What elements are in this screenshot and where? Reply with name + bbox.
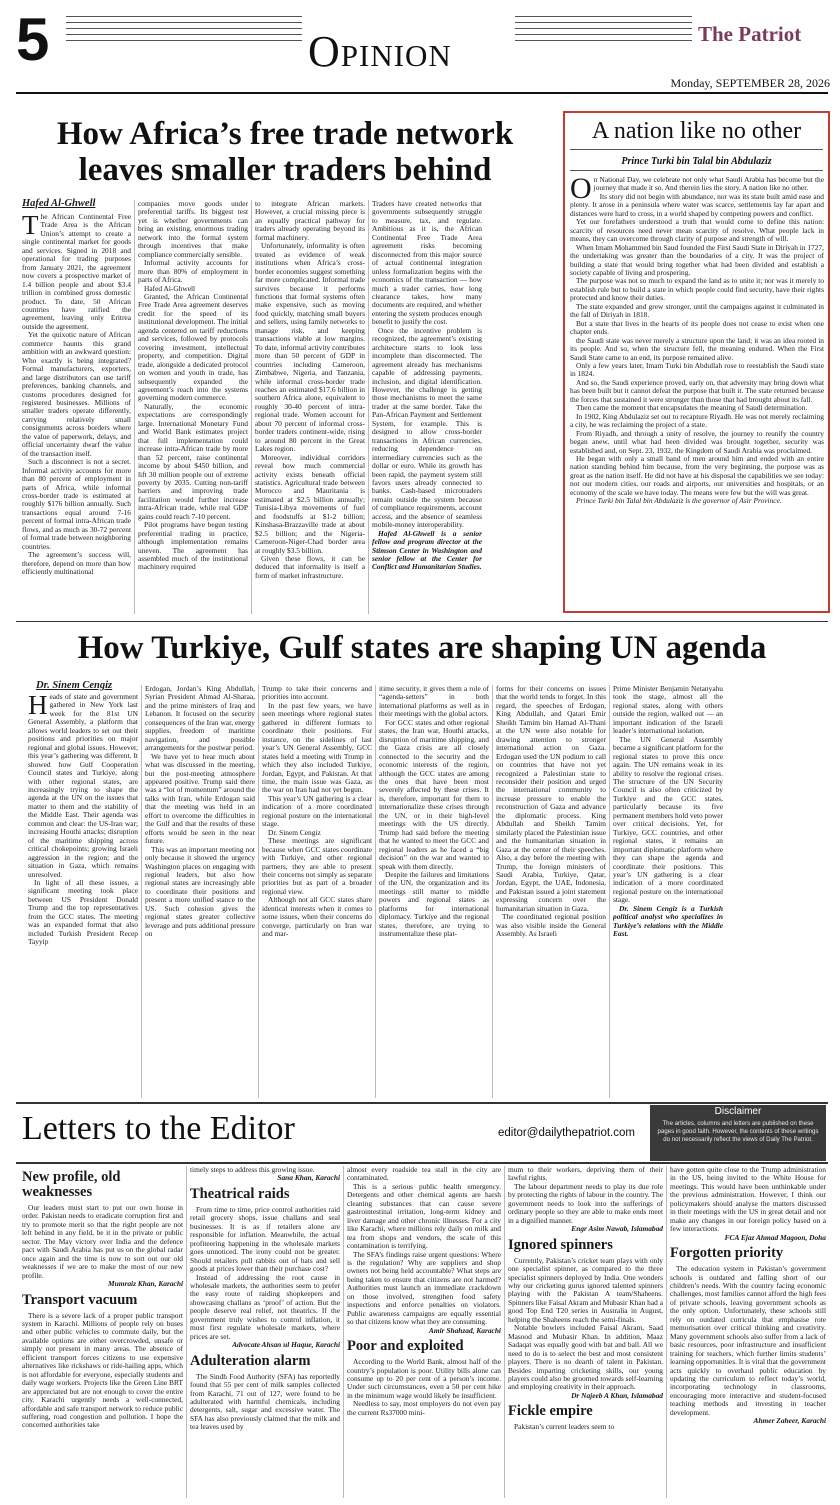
- paragraph: n National Day, we celebrate not only what Saudi Arabia has become but the journey that made it so. And therein lies the story. A nation like no other.: [593, 176, 824, 193]
- paragraph: Pakistan’s current leaders seem to: [514, 1422, 615, 1432]
- pull-quote-attribution: Dr. Sinem Cengiz: [268, 827, 321, 837]
- letter-signature: FCA Ejaz Ahmad Magoon, Doha: [724, 1232, 826, 1242]
- saudi-headline: A nation like no other: [591, 118, 802, 144]
- paragraph: From time to time, price control authorities raid retail grocery shops, issue challans and seal businesses. It is as if retailers alone are responsible for inflation. Meanwhile, the actual profiteering happening in the wholesale markets goes unnoticed. The irony could not be greater. Should retailers pull rabbits out of hats and sell goods at prices lower than their purchase cost?: [190, 1204, 340, 1274]
- paragraph: the Saudi state was never merely a structure upon the land; it was an idea rooted in its people. And so, when the structure fell, the meaning endured. When the First Saudi State came to an end, its purpose remained alive.: [570, 335, 824, 362]
- paragraph: For GCC states and other regional states, the Iran war, Houthi attacks, disruption of maritime shipping, and the Gaza crisis are all closely connected to the security and the economic interests of the region, although the GCC states are among the ones that have been most severely affected by these crises. It is, therefore, important for them to internationalize these crises through the UN, or in their high-level meetings with the US directly. Trump had said before the meeting that he wanted to meet the GCC and regional leaders as he faced a “big decision” on the war and wanted to speak with them directly.: [379, 717, 489, 871]
- paragraph: Instead of addressing the root cause in wholesale markets, the authorities seem to prefer the easy route of raiding shopkeepers and showcasing challans as ‘proof’ of action. But the people deserve real relief, not theatrics. If the government truly wishes to control inflation, it must first regulate wholesale markets, where prices are set.: [190, 1272, 340, 1341]
- masthead-bottom-rule: [16, 92, 828, 94]
- column-rule: [609, 685, 610, 1098]
- paragraph: The agreement’s success will, therefore, depend on more than how efficiently multinational: [22, 550, 131, 577]
- masthead-rule: [66, 28, 302, 29]
- drop-cap: O: [570, 176, 592, 205]
- paragraph: Given these flows, it can be deduced that informality is itself a form of market infrastructure.: [255, 554, 365, 580]
- letters-column-5: [670, 1166, 826, 1498]
- paragraph: almost every roadside tea stall in the city are contaminated.: [347, 1166, 501, 1183]
- issue-date: Monday, SEPTEMBER 28, 2026: [670, 76, 830, 90]
- letter-title: New profile, old weaknesses: [22, 1169, 121, 1200]
- paragraph: The Sindh Food Authority (SFA) has reportedly found that 55 per cent of milk samples collected from Karachi, 71 out of 127, were found to be adulterated with harmful chemicals, including detergents, salt, sugar and excessive water. The SFA has also previously claimed that the milk and tea leaves used by: [190, 1371, 340, 1432]
- letter-signature: Mumraiz Khan, Karachi: [108, 1279, 183, 1289]
- turkiye-headline: How Turkiye, Gulf states are shaping UN agenda: [77, 630, 767, 666]
- column-rule: [666, 1166, 667, 1498]
- paragraph: But a state that lives in the hearts of its people does not cease to exist when one chapter ends.: [570, 318, 824, 337]
- section-title: Opinion: [308, 27, 452, 76]
- africa-column-4: [372, 200, 482, 614]
- paragraph: Moreover, individual corridors reveal how much commercial activity exists beneath official statistics. Agricultural trade between Morocco and Mauritania is estimated at $2.5 billion annually; Tunisia-Libya movements of fuel and foodstuffs at $1-2 billion; Kinshasa-Brazzaville trade at about $2.5 billion; and the Nigeria-Cameroon-Niger-Chad border area at roughly $3.5 billion.: [255, 452, 365, 555]
- saudi-byline: Prince Turki bin Talal bin Abdulaziz: [621, 156, 772, 167]
- paragraph: mum to their workers, depriving them of their lawful rights.: [508, 1166, 663, 1183]
- section-rule: [16, 1162, 828, 1164]
- paragraph: Despite the failures and limitations of the UN, the organization and its meetings still matter to middle powers and regional states as platforms for international diplomacy. Turkiye and the regional states, therefore, are trying to instrumentalize these plat-: [379, 869, 489, 939]
- saudi-body: [570, 176, 824, 611]
- paragraph: These meetings are significant because when GCC states coordinate with Turkiye, and other regional partners, they are able to present their concerns not simply as separate priorities but as part of a broader regional view.: [262, 836, 372, 896]
- turkiye-column-4: [379, 685, 489, 1098]
- letters-title: Letters to the Editor: [22, 1110, 295, 1147]
- letter-signature: Advocate Ahsan ul Haque, Karachi: [232, 1340, 340, 1350]
- masthead-rule: [515, 16, 692, 17]
- turkiye-column-6: [613, 685, 723, 1098]
- paragraph: From Riyadh, and through a unity of resolve, the journey to reunify the country began anew, until what had been divided was brought together, security was established and, on Sept. 23, 1932, the Kingdom of Saudi Arabia was proclaimed.: [570, 428, 824, 455]
- headline-line: How Africa’s free trade network: [56, 116, 514, 152]
- column-rule: [134, 200, 135, 614]
- pull-quote: Informal activity accounts for more than 80% of employment in parts of Africa.: [138, 258, 248, 285]
- paragraph: The SFA’s findings raise urgent questions: Where is the regulation? Why are suppliers and shop owners not being held accountable? What steps are being taken to ensure that citizens are not harmed? Authorities must launch an immediate crackdown on those involved, strengthen food safety inspections and enforce penalties on violators. Public awareness campaigns are equally essential so that citizens know what they are consuming.: [347, 1249, 501, 1327]
- paragraph: Its story did not begin with abundance, nor was its state built amid ease and plenty. It arose in a peninsula where water was scarce, settlements lay far apart and distances were hard to cross, in a world shaped by competing powers and conflict.: [570, 191, 824, 218]
- turkiye-column-3: [262, 685, 372, 1098]
- paragraph: Our leaders must start to put our own house in order. Pakistan needs to eradicate corruption first and try to promote merit so that the right people are not left behind in any field, be it in the private or public sector. The May victory over India and the defence pact with Saudi Arabia has put us on the global radar once again and the time is now to sort out our old weaknesses if we are to make the most of our new profile.: [22, 1203, 183, 1280]
- letter-title: Theatrical raids: [190, 1185, 290, 1202]
- letter-signature: Dr Najeeb A Khan, Islamabad: [571, 1390, 663, 1400]
- paragraph: Yet the quixotic nature of African commerce haunts this grand ambition with an awkward question: Who exactly is being integrated? Formal manufacturers, exporters, and large distributors can use tariff preferences, banking channels, and customs procedures designed for registered businesses. Millions of smaller traders operate differently, carrying relatively small consignments across borders where the value of paperwork, delays, and official uncertainty dwarf the value of the transaction itself.: [22, 330, 131, 458]
- column-rule: [258, 685, 259, 1098]
- paragraph: timely steps to address this growing issue.: [190, 1166, 315, 1174]
- paragraph: itime security, it gives them a role of “agenda-setters” in both international platforms as well as in their meetings with the global actors.: [379, 685, 489, 719]
- headline-line: leaves smaller traders behind: [78, 152, 492, 188]
- paragraph: The state expanded and grew stronger, until the campaigns against it culminated in the fall of Diriyah in 1818.: [570, 301, 824, 320]
- paragraph: He began with only a small band of men around him and ended with an entire nation standing behind him because, from the very beginning, the purpose was as great as the nation itself. He did not have at his disposal the capabilities we see today: not our modern cities, our roads and airports, our universities and hospitals, or an economy of the scale we have today. The means were few but the will was great.: [570, 453, 824, 497]
- section-rule: [16, 621, 828, 622]
- paragraph: The UN General Assembly became a significant platform for the regional states to prove this once again. The UN remains weak in its ability to resolve the regional crises. The structure of the UN Security Council is also often criticized by Turkiye and the GCC states, particularly because its five permanent members hold veto power over critical decisions. Yet, for Turkiye, GCC countries, and other regional states, it remains an important diplomatic platform where they can shape the agenda and coordinate their positions. This year’s UN gathering is a clear indication of a more coordinated regional posture on the international stage.: [613, 734, 723, 905]
- column-rule: [492, 685, 493, 1098]
- paragraph: The education system in Pakistan’s government schools is outdated and falling short of our children’s needs. With the country facing economic challenges, most families cannot afford the high fees of private schools, leaving government schools as the only option. Unfortunately, these schools still rely on outdated curricula that emphasise rote memorisation over critical thinking and creativity. Many government schools also suffer from a lack of basic resources, poor infrastructure and insufficient training for teachers, which further limits students’ learning opportunities. It is vital that the government acts quickly to overhaul public education by updating the curriculum to reflect today’s world, incorporating technology in classrooms, encouraging more interactive and student-focused teaching methods and investing in teacher development.: [670, 1264, 826, 1417]
- turkiye-column-5: [496, 685, 606, 1098]
- letter-title: Transport vacuum: [22, 1291, 138, 1308]
- column-rule: [186, 1166, 187, 1498]
- paragraph: There is a severe lack of a proper public transport system in Karachi. Millions of people rely on buses and other public vehicles to commute daily, but the available options are either overcrowded, unsafe or simply not present in many areas. The absence of efficient transport forces citizens to use expensive alternatives like rickshaws or ride-hailing apps, which is not affordable for everyone, especially students and daily wage workers. Projects like the Green Line BRT are appreciated but are not enough to cover the entire city. Karachi urgently needs a well-connected, affordable and safe transport network to reduce public suffering, road congestion and pollution. I hope the concerned authorities take: [22, 1310, 183, 1430]
- masthead-rule: [515, 22, 692, 23]
- disclaimer-text: The articles, columns and letters are published on these pages in good faith. However, the contents of these writings do not necessarily reflect the views of Daily The Patriot.: [657, 1120, 819, 1144]
- paragraph: to integrate African markets. However, a crucial missing piece is an equally practical pathway for traders already operating beyond its formal machinery.: [255, 200, 365, 242]
- letters-email[interactable]: editor@dailythepatriot.com: [498, 1127, 635, 1139]
- column-rule: [368, 200, 369, 614]
- paragraph: Trump to take their concerns and priorities into account.: [262, 685, 372, 702]
- page-number: 5: [16, 6, 50, 73]
- saudi-rule: [570, 170, 823, 171]
- paragraph: Naturally, the economic expectations are correspondingly large. International Monetary Fund and World Bank estimates project that full implementation could increase intra-African trade by more than 52 percent, raise continental income by about $450 billion, and lift 30 million people out of extreme poverty by 2035. Cutting non-tariff barriers and improving trade facilitation would further increase intra-African trade, while real GDP gains could reach 7-10 percent.: [138, 401, 248, 521]
- paragraph: Traders have created networks that governments subsequently struggle to measure, tax, and regulate. Ambitious as it is, the African Continental Free Trade Area agreement risks becoming disconnected from this major source of actual continental integration unless formalization begins with the economics of the transaction — how much a trader carries, how long clearance takes, how many documents are required, and whether entering the system produces enough benefit to justify the cost.: [372, 200, 482, 327]
- pull-quote: This year’s UN gathering is a clear indication of a more coordinated regional posture on the international stage.: [262, 793, 372, 829]
- turkiye-column-2: [145, 685, 255, 1098]
- paper-name: The Patriot: [698, 22, 802, 46]
- letter-signature: Amir Shahzad, Karachi: [428, 1325, 501, 1335]
- drop-cap: T: [22, 213, 39, 240]
- paragraph: According to the World Bank, almost half of the country’s population is poor. Utility bills alone can consume up to 20 per cent of a person’s income. Under such circumstances, even a 50 per cent hike in the minimum wage would likely be insufficient.: [347, 1357, 501, 1400]
- paragraph: companies move goods under preferential tariffs. Its biggest test yet is whether governments can bring an existing, enormous trading network into the formal system through incentives that make compliance commercially sensible.: [138, 200, 248, 259]
- letter-title: Poor and exploited: [347, 1338, 464, 1355]
- paragraph: Only a few years later, Imam Turki bin Abdullah rose to reestablish the Saudi state in 1824.: [570, 360, 824, 379]
- paragraph: Granted, the African Continental Free Trade Area agreement deserves credit for the speed of its institutional development. The initial agenda centered on tariff reductions and services, followed by protocols covering investment, intellectual property, and competition. Digital trade, alongside a dedicated protocol on women and youth in trade, has subsequently expanded the agreement’s reach into the systems governing modern commerce.: [138, 291, 248, 403]
- masthead-rule: [66, 34, 302, 35]
- column-rule: [375, 685, 376, 1098]
- africa-column-3: [255, 200, 365, 614]
- author-bio: Dr. Sinem Cengiz is a Turkish political analyst who specializes in Turkiye’s relations with the Middle East.: [613, 903, 723, 939]
- paragraph: In the past few years, we have seen meetings where regional states gathered in different formats to coordinate their positions. For instance, on the sidelines of last year’s UN General Assembly, GCC states held a meeting with Trump in which they also included Turkiye, Jordan, Egypt, and Pakistan. At that time, the main issue was Gaza, as the war on Iran had not yet begun.: [262, 700, 372, 795]
- paragraph: Pilot programs have begun testing preferential trading in practice, although implementation remains uneven. The agreement has assembled much of the institutional machinery required: [138, 520, 248, 572]
- paragraph: The purpose was not so much to expand the land as to unite it; nor was it merely to establish rule but to build a state in which people could find security, have their rights protected and know their duties.: [570, 276, 824, 303]
- paragraph: In light of all these issues, a significant meeting took place between US President Donald Trump and the top representatives from the GCC states. The meeting was an expanded format that also included Turkish President Recep Tayyip: [28, 877, 138, 947]
- paragraph: This is a serious public health emergency. Detergents and other chemical agents are harsh cleaning substances that can cause severe gastrointestinal irritation, long-term kidney and liver damage and other chronic illnesses. For a city like Karachi, where millions rely daily on milk and tea from shops and vendors, the scale of this contamination is terrifying.: [347, 1181, 501, 1251]
- africa-byline: Hafed Al-Ghwell: [22, 198, 96, 209]
- masthead-rule: [66, 16, 302, 17]
- paragraph: The labour department needs to play its due role by protecting the rights of labour in the country. The government needs to look into the sufferings of ordinary people so they are able to make ends meet in a dignified manner.: [508, 1181, 663, 1225]
- masthead-rule: [515, 28, 692, 29]
- pull-quote-attribution: Hafed Al-Ghwell: [144, 283, 196, 293]
- masthead-rule: [66, 22, 302, 23]
- paragraph: Then came the moment that encapsulates the meaning of Saudi determination.: [576, 403, 808, 413]
- paragraph: Notable bowlers included Faisal Akram, Saad Masood and Mubasir Khan. In addition, Maaz Sadaqat was equally good with bat and ball. All we need to do is to select the best and most consistent players. There is no dearth of talent in Pakistan. Besides imparting cricketing skills, our young players could also be groomed towards self-learning and employing creativity in their approach.: [508, 1323, 663, 1392]
- paragraph: Erdogan, Jordan’s King Abdullah, Syrian President Ahmad Al-Sharaa, and the prime ministers of Iraq and Lebanon. It focused on the security consequences of the Iran war, energy supplies, freedom of maritime navigation, and possible arrangements for the postwar period.: [145, 685, 255, 753]
- paragraph: forms for their concerns on issues that the world tends to forget. In this regard, the speeches of Erdogan, King Abdullah, and Qatari Emir Sheikh Tamim bin Hamad Al-Thani at the UN were also notable for drawing attention to stronger international action on Gaza. Erdogan used the UN podium to call on countries that have not yet recognized a Palestinian state to reconsider their position and urged the international community to increase pressure to enable the reconstruction of Gaza and advance the diplomatic process. King Abdullah and Sheikh Tamim similarly placed the Palestinian issue and the humanitarian situation in Gaza at the center of their speeches. Also, a day before the meeting with Trump, the foreign ministers of Saudi Arabia, Turkiye, Qatar, Jordan, Egypt, the UAE, Indonesia, and Pakistan issued a joint statement expressing concern over the humanitarian situation in Gaza.: [496, 685, 606, 913]
- africa-headline: [20, 116, 550, 188]
- letters-column-1: [22, 1166, 183, 1498]
- drop-cap: H: [28, 693, 48, 720]
- column-rule: [251, 200, 252, 614]
- letter-signature: Sana Khan, Karachi: [277, 1173, 340, 1183]
- paragraph: Once the incentive problem is recognized, the agreement’s existing architecture starts to look less incomplete than disconnected. The agreement already has mechanisms capable of addressing payments, inclusion, and digital identification. However, the challenge is getting those mechanisms to meet the same trader at the same border. Take the Pan-African Payment and Settlement System, for example. This is designed to allow cross-border transactions in African currencies, reducing dependence on intermediary currencies such as the dollar or euro. While its growth has been rapid, the payment system still favors users already connected to banks. Cash-based microtraders remain outside the system because of compliance requirements, account access, and the absence of seamless mobile-money interoperability.: [372, 325, 482, 530]
- paragraph: When Imam Mohammed bin Saud founded the First Saudi State in Diriyah in 1727, the undertaking was greater than the boundaries of a city. It was the project of building a state that would bring together what had been divided and establish a society capable of living and prospering.: [570, 242, 824, 277]
- africa-column-1: [22, 213, 131, 613]
- paragraph: Such a disconnect is not a secret. Informal activity accounts for more than 80 percent of employment in parts of Africa, while informal cross-border trade is estimated at roughly $176 billion annually. Such transactions equal around 7-16 percent of formal intra-African trade flows, and as much as 30-72 percent of formal trade between neighboring countries.: [22, 457, 131, 551]
- author-bio: Prince Turki bin Talal bin Abdulaziz is the governor of Asir Province.: [576, 496, 782, 506]
- paragraph: eads of state and government gathered in New York last week for the 81st UN General Assembly, a platform that allows world leaders to set out their positions and priorities on major regional and global issues. However, this year’s gathering was different. It showed how Gulf Cooperation Council states and Turkiye, along with other regional states, are increasingly trying to shape the agenda at the UN on the issues that matter to them and the stability of the Middle East. Their agenda was common and clear: the US-Iran war; increasing Houthi attacks; disruption of the maritime shipping across critical chokepoints; growing Israeli aggression in the region; and the situation in Gaza, which remains unresolved.: [28, 693, 138, 879]
- letters-column-4: [508, 1166, 663, 1498]
- letter-signature: Engr Asim Nawab, Islamabad: [571, 1224, 663, 1234]
- masthead-rule: [515, 34, 692, 35]
- column-rule: [141, 685, 142, 1098]
- letter-title: Ignored spinners: [508, 1236, 613, 1253]
- author-bio: Hafed Al-Ghwell is a senior fellow and program director at the Stimson Center in Washington and senior fellow at the Center for Conflict and Humanitarian Studies.: [372, 528, 482, 572]
- column-rule: [343, 1166, 344, 1498]
- masthead-rule: [66, 40, 302, 41]
- paragraph: Currently, Pakistan’s cricket team plays with only one specialist spinner, as compared to the three specialist spinners deployed by India. One wonders why our cricketing gurus ignored talented spinners playing with the Pakistan A team/Shaheens. Spinners like Faisal Akram and Mubasir Khan had a good Top End T20 series in Australia in August, helping the Shaheens reach the semi-finals.: [508, 1255, 663, 1324]
- section-rule: [16, 1102, 828, 1104]
- letters-column-3: [347, 1166, 501, 1498]
- paragraph: Prime Minister Benjamin Netanyahu took the stage, almost all the regional states, along with others outside the region, walked out — an important indication of the Israeli leader’s international isolation.: [613, 685, 723, 736]
- column-rule: [504, 1166, 505, 1498]
- letters-column-2: [190, 1166, 340, 1498]
- paragraph: Although not all GCC states share identical interests when it comes to some issues, when their concerns do converge, particularly on Iran war and mar-: [262, 895, 372, 939]
- letter-title: Fickle empire: [508, 1403, 593, 1420]
- paragraph: We have yet to hear much about what was discussed in the meeting, but the post-meeting atmosphere appeared positive. Trump said there was a “lot of momentum” around the talks with Iran, while Erdogan said that the meeting was held in an effort to overcome the difficulties in the Gulf and that the results of these efforts would be seen in the near future.: [145, 751, 255, 846]
- disclaimer-title: Disclaimer: [714, 1106, 762, 1117]
- letter-title: Forgotten priority: [670, 1245, 784, 1262]
- paragraph: Yet our forefathers understood a truth that would come to define this nation: scarcity of resources need never mean scarcity of resolve. What people lack in means, they can overcome through clarity of purpose and strength of will.: [570, 217, 824, 244]
- africa-column-2: [138, 200, 248, 614]
- masthead-rule: [515, 40, 692, 41]
- paragraph: In 1902, King Abdulaziz set out to recapture Riyadh. He was not merely reclaiming a city, he was reclaiming the project of a state.: [570, 411, 824, 430]
- paragraph: This was an important meeting not only because it showed the urgency Washington places on engaging with regional leaders, but also how regional states are increasingly able to coordinate their positions and present a more unified stance to the US. Such cohesion gives the regional states greater collective leverage and puts additional pressure on: [145, 844, 255, 939]
- letter-signature: Ahmer Zaheer, Karachi: [753, 1416, 826, 1426]
- paragraph: he African Continental Free Trade Area is the African Union’s attempt to create a single continental market for goods and services. Signed in 2018 and operational for trading purposes from January 2021, the agreement now covers a prospective market of 1.4 billion people and about $3.4 trillion in combined gross domestic product. To date, 50 African countries have ratified the agreement, leaving only Eritrea outside the agreement.: [22, 213, 131, 331]
- paragraph: And so, the Saudi experience proved, early on, that adversity may bring down what has been built but it cannot defeat the purpose that built it. The state returned because the forces that sustained it were stronger than those that had brought about its fall.: [570, 377, 824, 404]
- letter-title: Adulteration alarm: [190, 1352, 311, 1369]
- saudi-rule: [570, 149, 823, 150]
- turkiye-column-1: [28, 693, 138, 1098]
- paragraph: have gotten quite close to the Trump administration in the US, being invited to the White House for meetings. This would have been unthinkable under the previous administration. However, I think our policymakers should analyse the matters discussed in their meetings with the US in great detail and not make any changes in our foreign policy based on a few interactions.: [670, 1166, 826, 1234]
- paragraph: Unfortunately, informality is often treated as evidence of weak institutions when Africa’s cross-border economies suggest something far more complicated. Informal trade survives because it performs functions that formal systems often make expensive, such as moving food quickly, matching small buyers and sellers, using family networks to manage risk, and keeping transactions viable at low margins. To date, informal activity contributes more than 50 percent of GDP in countries including Cameroon, Zimbabwe, Nigeria, and Tanzania, while informal cross-border trade reaches an estimated $17.6 billion in southern Africa alone, equivalent to roughly 30-40 percent of intra-regional trade. Women account for about 70 percent of informal cross-border traders continent-wide, rising to around 80 percent in the Great Lakes region.: [255, 241, 365, 454]
- paragraph: The coordinated regional position was also visible inside the General Assembly. As Israeli: [496, 912, 606, 939]
- paragraph: Needless to say, most employers do not even pay the current Rs37000 mini-: [347, 1399, 501, 1417]
- turkiye-byline: Dr. Sinem Cengiz: [36, 680, 113, 691]
